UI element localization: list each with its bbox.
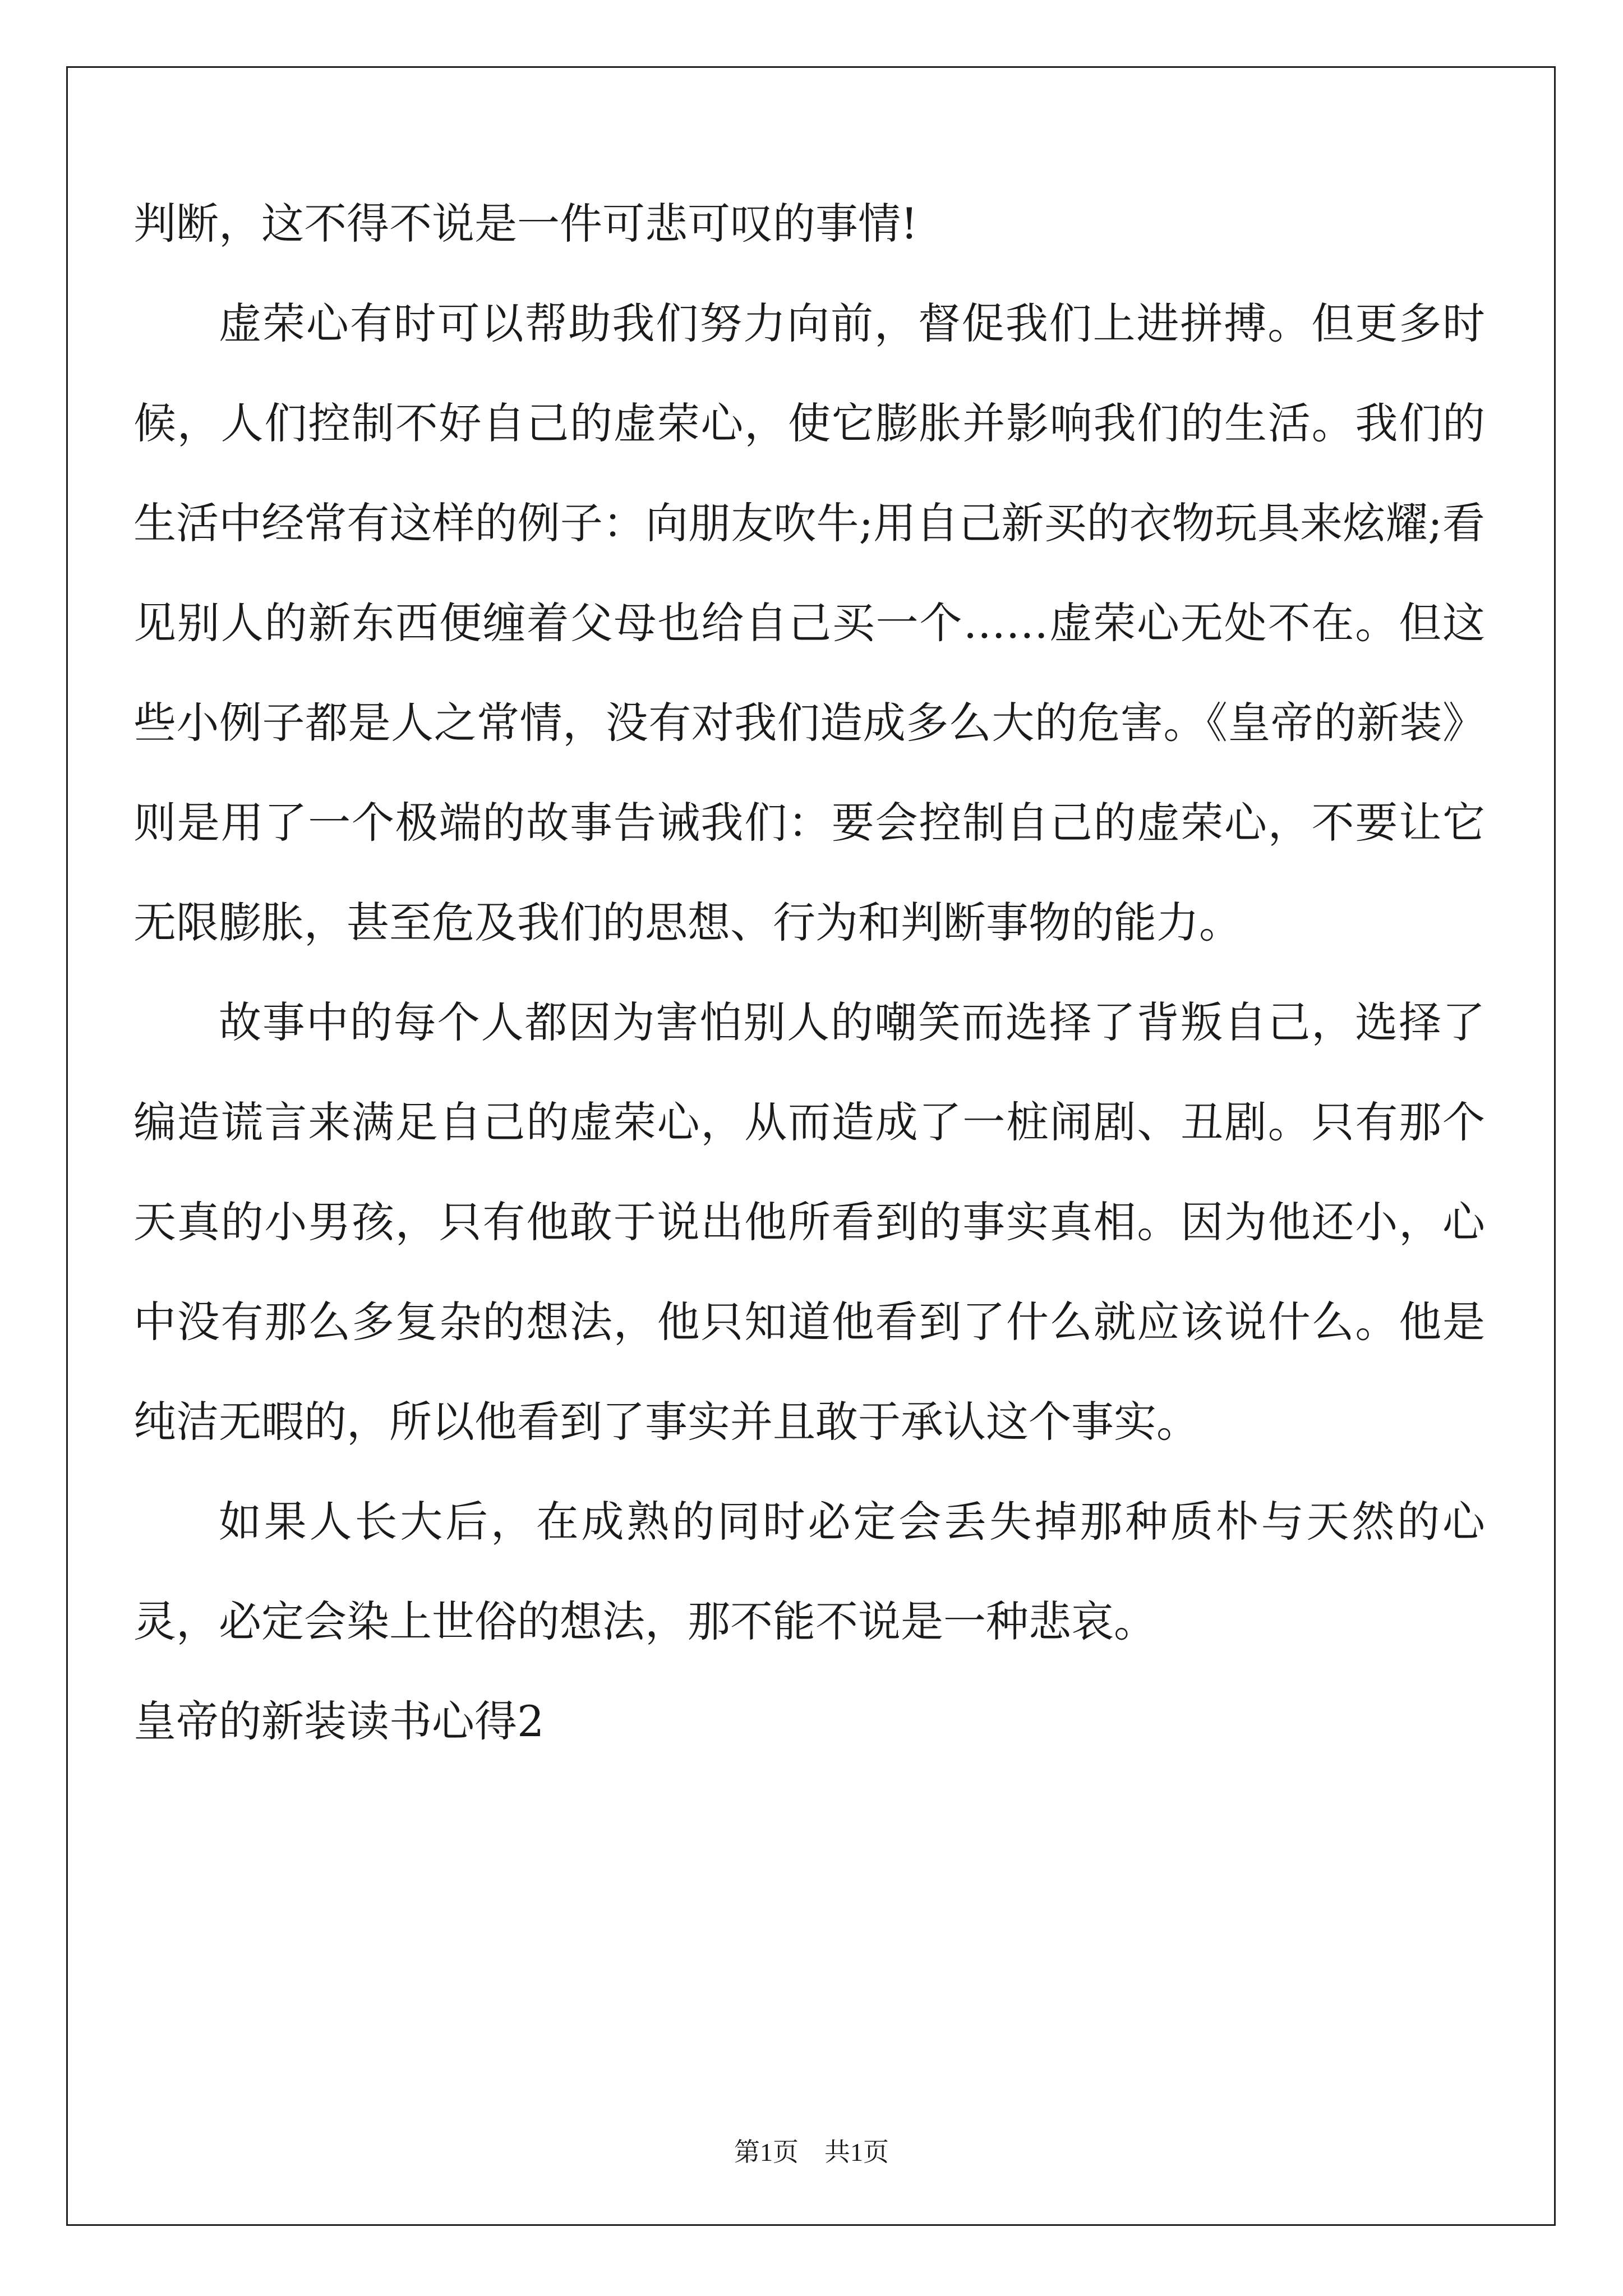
paragraph: 故事中的每个人都因为害怕别人的嘲笑而选择了背叛自己，选择了编造谎言来满足自己的虚荣心，从而造成了一桩闹剧、丑剧。只有那个天真的小男孩，只有他敢于说出他所看到的事实真相。因为他还小，心中没有那么多复杂的想法，他只知道他看到了什么就应该说什么。他是纯洁无暇的，所以他看到了事实并且敢于承认这个事实。: [133, 997, 1485, 1447]
paragraph: 虚荣心有时可以帮助我们努力向前，督促我们上进拼搏。但更多时候，人们控制不好自己的虚荣心，使它膨胀并影响我们的生活。我们的生活中经常有这样的例子：向朋友吹牛;用自己新买的衣物玩具来炫耀;看见别人的新东西便缠着父母也给自己买一个……虚荣心无处不在。但这些小例子都是人之常情，没有对我们造成多么大的危害。《皇帝的新装》则是用了一个极端的故事告诫我们：要会控制自己的虚荣心，不要让它无限膨胀，甚至危及我们的思想、行为和判断事物的能力。: [133, 298, 1485, 947]
document-body: [133, 174, 1485, 1772]
paragraph: 如果人长大后，在成熟的同时必定会丢失掉那种质朴与天然的心灵，必定会染上世俗的想法，那不能不说是一种悲哀。: [133, 1497, 1485, 1646]
section-title: 皇帝的新装读书心得2: [133, 1696, 545, 1746]
paragraph: 判断，这不得不说是一件可悲可叹的事情!: [133, 199, 918, 249]
page-footer: 第1页 共1页: [734, 2138, 889, 2166]
